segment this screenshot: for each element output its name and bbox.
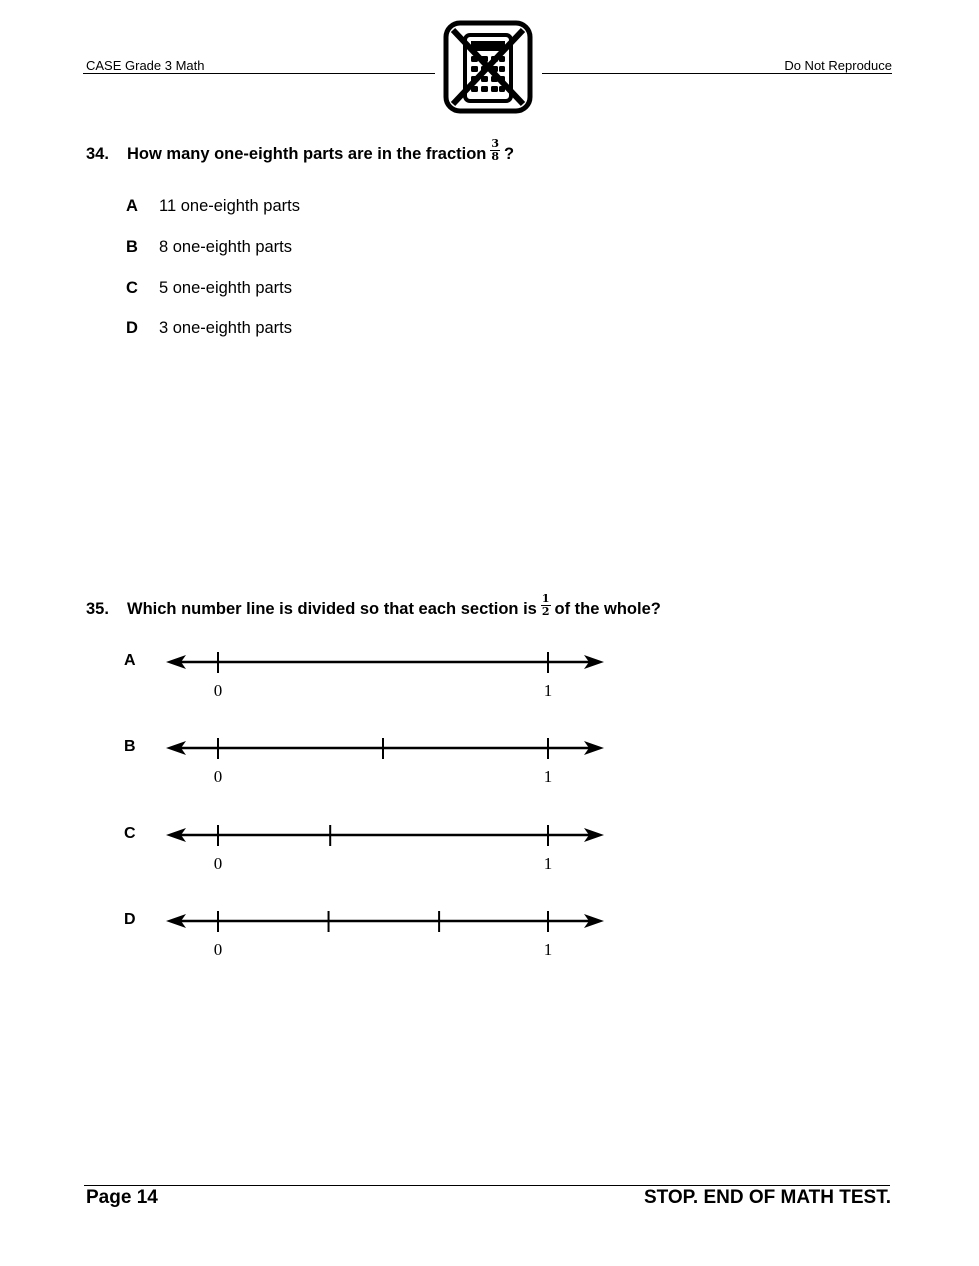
no-calculator-icon bbox=[441, 18, 535, 116]
option-text: 5 one-eighth parts bbox=[159, 279, 293, 297]
option-letter: C bbox=[124, 825, 136, 842]
tick-label-start: 0 bbox=[213, 854, 223, 873]
number-line bbox=[160, 738, 620, 794]
option-letter: D bbox=[124, 911, 136, 928]
option-letter: D bbox=[126, 319, 138, 337]
option-letter: B bbox=[124, 738, 136, 755]
tick-label-start: 0 bbox=[213, 681, 223, 700]
option-letter: C bbox=[126, 279, 138, 297]
question-number: 35. bbox=[86, 600, 109, 618]
answer-option-c[interactable] bbox=[120, 825, 640, 881]
tick-label-end: 1 bbox=[543, 854, 553, 873]
fraction: $\frac{3}{8}$ bbox=[491, 137, 500, 164]
option-letter: A bbox=[124, 652, 136, 669]
footer-rule bbox=[84, 1185, 890, 1186]
question-text: How many one-eighth parts are in the fraction $\frac{3}{8}$ ? bbox=[127, 137, 515, 164]
number-line bbox=[160, 652, 620, 708]
end-of-test-notice: STOP. END OF MATH TEST. bbox=[643, 1187, 891, 1208]
option-letter: A bbox=[126, 197, 138, 215]
header-rule-left bbox=[83, 73, 435, 74]
option-text: 3 one-eighth parts bbox=[159, 319, 293, 337]
question-text: Which number line is divided so that each section is $\frac{1}{2}$ of the whole? bbox=[127, 592, 661, 619]
tick-label-end: 1 bbox=[543, 681, 553, 700]
answer-option-d[interactable] bbox=[120, 911, 640, 967]
tick-label-start: 0 bbox=[213, 940, 223, 959]
option-text: 8 one-eighth parts bbox=[159, 238, 293, 256]
header-rule-right bbox=[542, 73, 892, 74]
number-line bbox=[160, 825, 620, 881]
tick-label-end: 1 bbox=[543, 767, 553, 786]
tick-label-start: 0 bbox=[213, 767, 223, 786]
answer-option-b[interactable] bbox=[120, 738, 640, 794]
tick-label-end: 1 bbox=[543, 940, 553, 959]
option-letter: B bbox=[126, 238, 138, 256]
question-number: 34. bbox=[86, 145, 109, 163]
answer-option-a[interactable] bbox=[120, 652, 640, 708]
option-text: 11 one-eighth parts bbox=[159, 197, 300, 215]
header-notice: Do Not Reproduce bbox=[784, 58, 892, 73]
page-number: Page 14 bbox=[86, 1187, 158, 1208]
number-line bbox=[160, 911, 620, 967]
fraction: $\frac{1}{2}$ bbox=[541, 592, 550, 619]
header-title: CASE Grade 3 Math bbox=[86, 58, 205, 73]
